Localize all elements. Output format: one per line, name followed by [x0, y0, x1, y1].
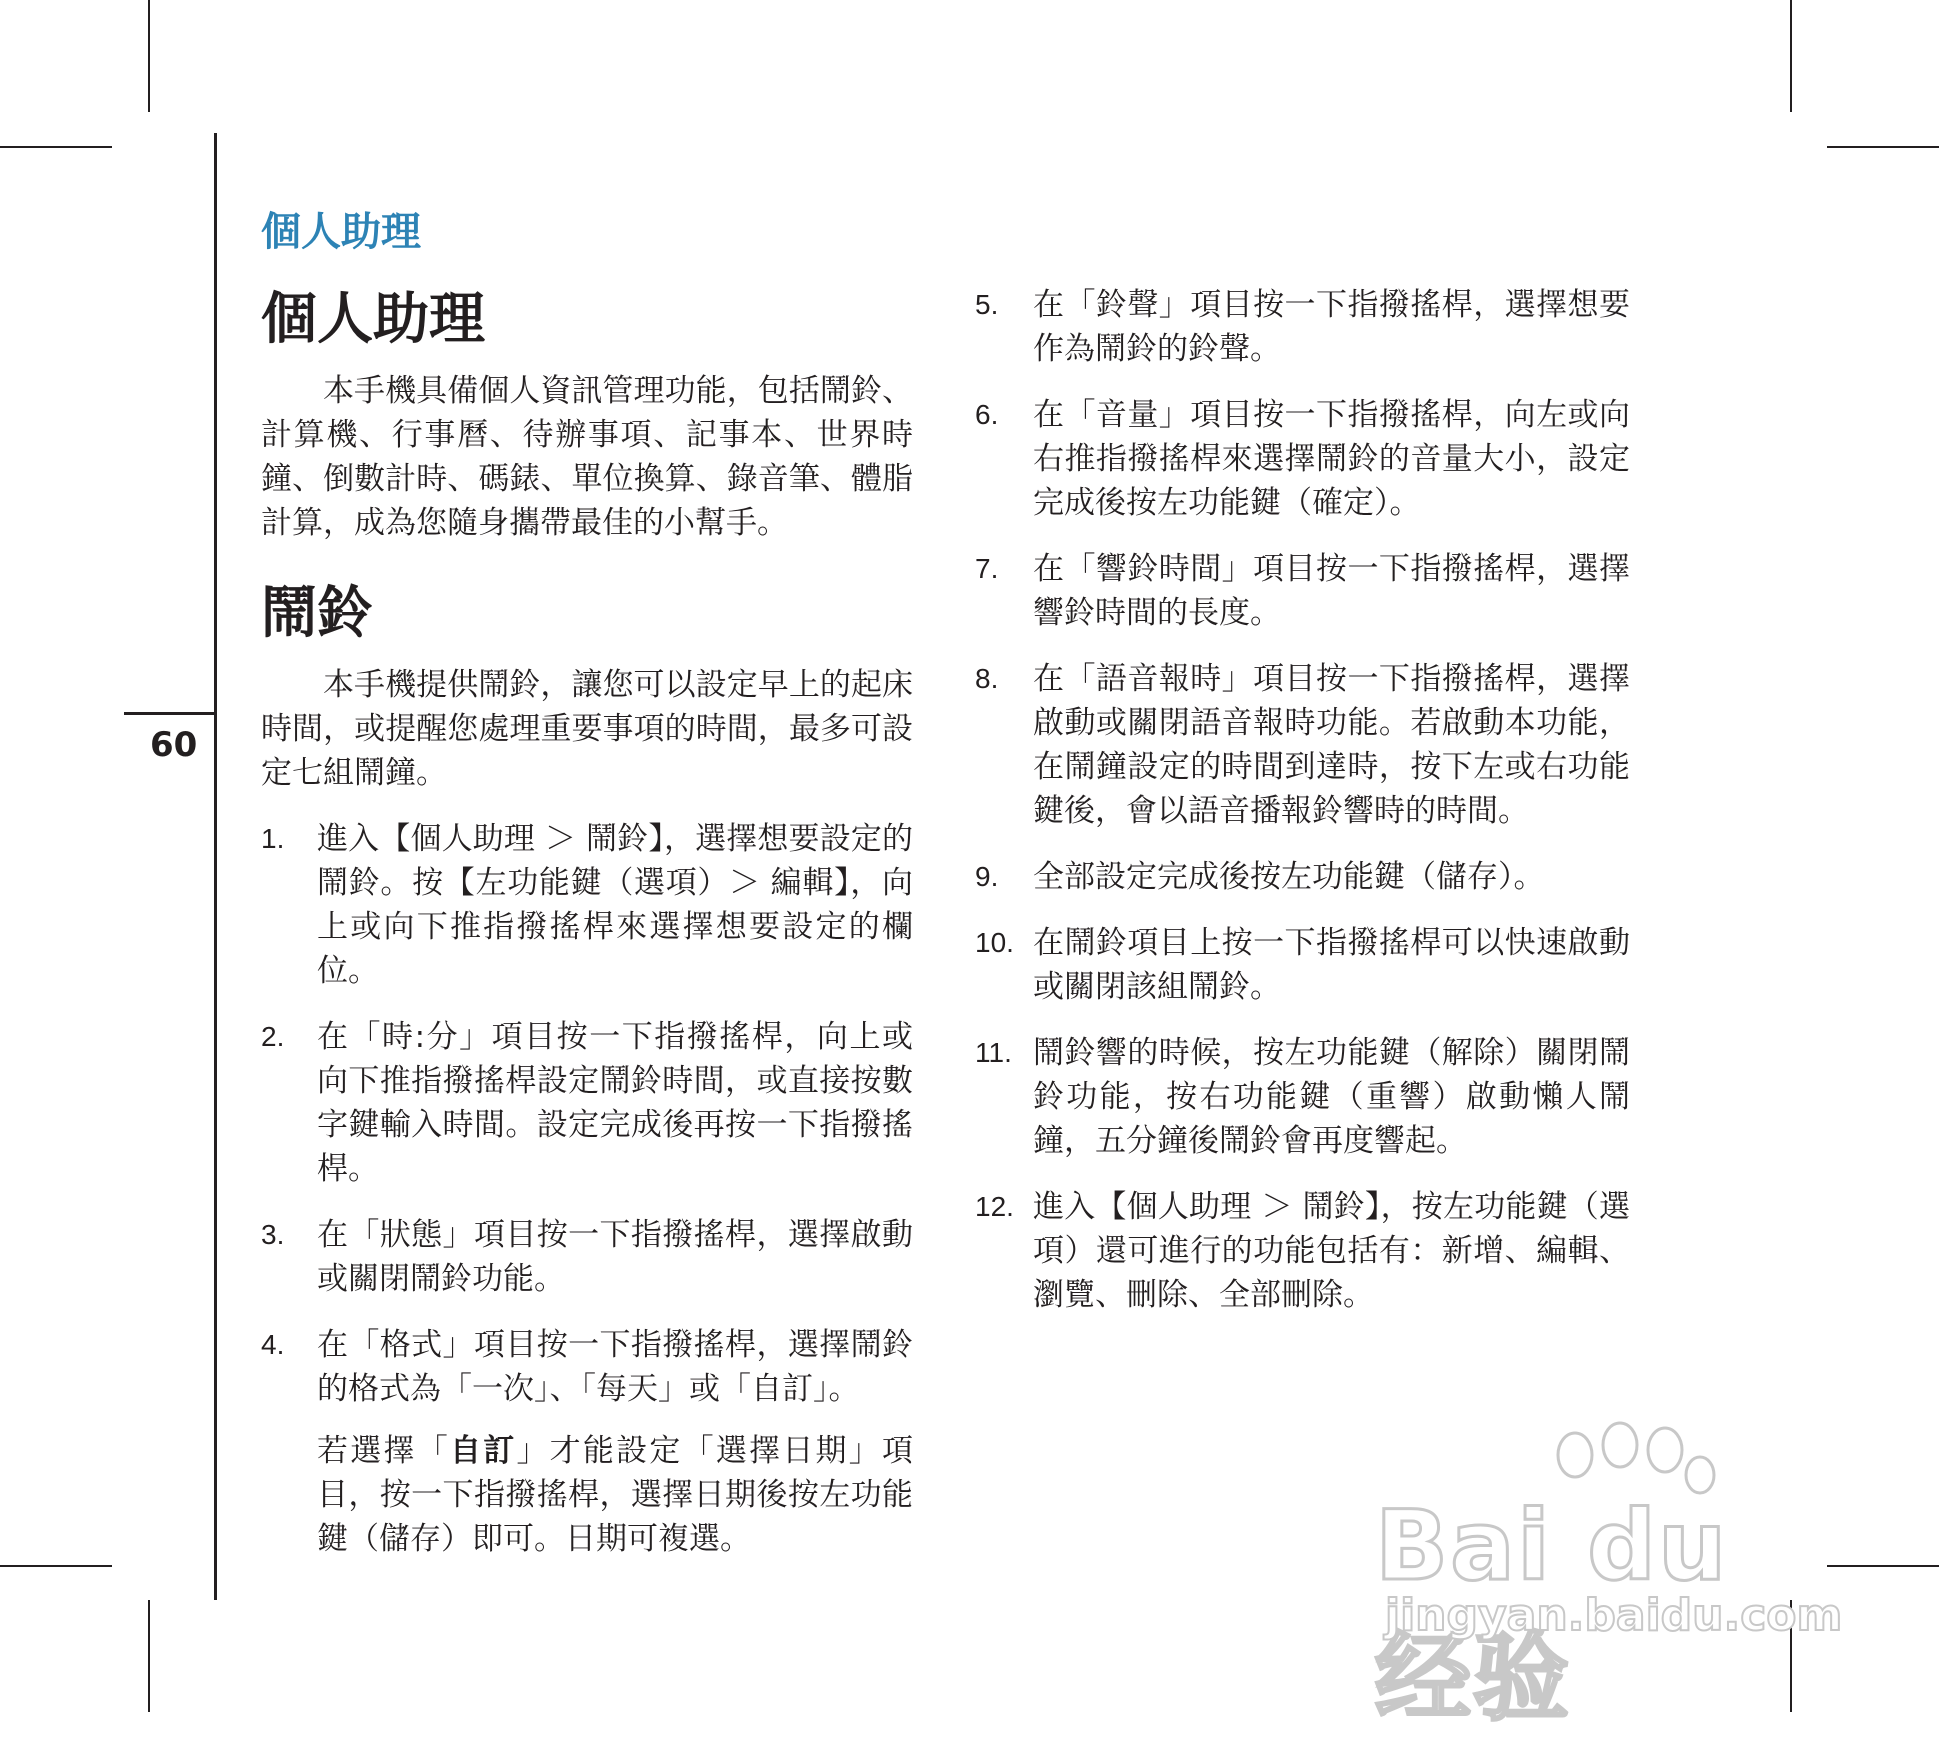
step-text: 在「格式」項目按一下指撥搖桿，選擇鬧鈴的格式為「一次」、「每天」或「自訂」。 — [317, 1327, 913, 1407]
crop-mark — [148, 0, 150, 112]
list-item — [975, 283, 1630, 371]
step-number: 2. — [261, 1021, 285, 1052]
steps-list — [975, 283, 1630, 1317]
alarm-heading: 鬧鈴 — [261, 581, 373, 646]
step-text: 鬧鈴響的時候，按左功能鍵（解除）關閉鬧鈴功能，按右功能鍵（重響）啟動懶人鬧鐘，五分鐘後鬧鈴會再度響起。 — [1033, 1035, 1630, 1159]
step-text: 在「鈴聲」項目按一下指撥搖桿，選擇想要作為鬧鈴的鈴聲。 — [1033, 287, 1630, 367]
note-text: 若選擇「 — [317, 1433, 450, 1469]
step-number: 6. — [975, 399, 999, 430]
section-heading: 個人助理 — [261, 287, 485, 352]
note-bold-text: 自訂 — [449, 1433, 517, 1469]
page-tab-rule — [124, 712, 216, 715]
crop-mark — [0, 146, 112, 148]
step-number: 5. — [975, 289, 999, 320]
list-item — [975, 855, 1630, 899]
list-item — [975, 393, 1630, 525]
step-text: 在「狀態」項目按一下指撥搖桿，選擇啟動或關閉鬧鈴功能。 — [317, 1217, 913, 1297]
page-number: 60 — [150, 725, 198, 765]
crop-mark — [0, 1565, 112, 1567]
step-number: 10. — [975, 927, 1014, 958]
list-item — [261, 1323, 913, 1411]
running-head: 個人助理 — [261, 209, 421, 255]
intro-paragraph: 本手機具備個人資訊管理功能，包括鬧鈴、計算機、行事曆、待辦事項、記事本、世界時鐘、倒數計時、碼錶、單位換算、錄音筆、體脂計算，成為您隨身攜帶最佳的小幫手。 — [261, 373, 913, 541]
list-item — [975, 657, 1630, 833]
watermark-url: jingyan.baidu.com — [1385, 1590, 1843, 1641]
note-text: 」才能設定「選擇日期」項目，按一下指撥搖桿，選擇日期後按左功能鍵（儲存）即可。日期可複選。 — [317, 1433, 914, 1557]
crop-mark — [1790, 0, 1792, 112]
list-item — [261, 1213, 913, 1301]
step-text: 在鬧鈴項目上按一下指撥搖桿可以快速啟動或關閉該組鬧鈴。 — [1033, 925, 1630, 1005]
step-text: 進入【個人助理 ＞ 鬧鈴】，按左功能鍵（選項）還可進行的功能包括有：新增、編輯、瀏覽、刪除、全部刪除。 — [1033, 1189, 1630, 1313]
step-note — [261, 1429, 913, 1561]
right-column — [975, 283, 1630, 1339]
margin-rule — [214, 133, 217, 1600]
step-number: 9. — [975, 861, 999, 892]
alarm-intro-paragraph: 本手機提供鬧鈴，讓您可以設定早上的起床時間，或提醒您處理重要事項的時間，最多可設定七組鬧鐘。 — [261, 667, 913, 791]
list-item — [975, 1031, 1630, 1163]
baidu-jingyan-watermark — [1375, 1420, 1843, 1734]
step-text: 在「時:分」項目按一下指撥搖桿，向上或向下推指撥搖桿設定鬧鈴時間，或直接按數字鍵輸入時間。設定完成後再按一下指撥搖桿。 — [317, 1019, 913, 1187]
watermark-logo: Bai du 经验 — [1375, 1490, 1729, 1734]
step-text: 在「語音報時」項目按一下指撥搖桿，選擇啟動或關閉語音報時功能。若啟動本功能，在鬧鐘設定的時間到達時，按下左或右功能鍵後，會以語音播報鈴響時的時間。 — [1033, 661, 1630, 829]
crop-mark — [1827, 146, 1939, 148]
step-number: 11. — [975, 1037, 1012, 1068]
step-number: 12. — [975, 1191, 1014, 1222]
step-number: 3. — [261, 1219, 285, 1250]
crop-mark — [1827, 1565, 1939, 1567]
list-item — [975, 547, 1630, 635]
step-number: 4. — [261, 1329, 285, 1360]
step-text: 全部設定完成後按左功能鍵（儲存）。 — [1033, 859, 1545, 895]
step-text: 在「音量」項目按一下指撥搖桿，向左或向右推指撥搖桿來選擇鬧鈴的音量大小，設定完成後按左功能鍵（確定）。 — [1033, 397, 1630, 521]
left-column — [261, 285, 913, 1561]
list-item — [261, 817, 913, 993]
step-number: 8. — [975, 663, 999, 694]
step-number: 7. — [975, 553, 999, 584]
step-number: 1. — [261, 823, 285, 854]
steps-list — [261, 817, 913, 1411]
crop-mark — [148, 1600, 150, 1712]
step-text: 進入【個人助理 ＞ 鬧鈴】，選擇想要設定的鬧鈴。按【左功能鍵（選項）＞ 編輯】，向上或向下推指撥搖桿來選擇想要設定的欄位。 — [317, 821, 913, 989]
list-item — [975, 921, 1630, 1009]
list-item — [975, 1185, 1630, 1317]
step-text: 在「響鈴時間」項目按一下指撥搖桿，選擇響鈴時間的長度。 — [1033, 551, 1630, 631]
list-item — [261, 1015, 913, 1191]
